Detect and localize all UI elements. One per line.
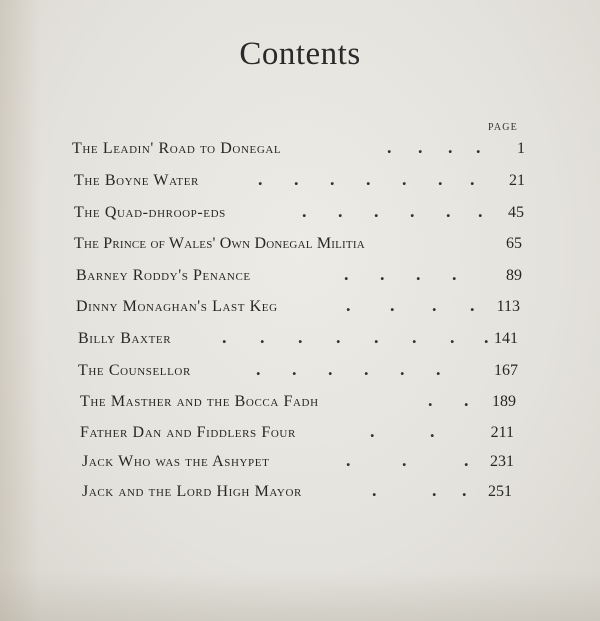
toc-entry-page: 211 — [490, 424, 514, 441]
leader-dot: . — [484, 327, 489, 347]
leader-dot: . — [336, 327, 341, 347]
leader-dot: . — [292, 359, 297, 379]
toc-entry-page: 141 — [494, 330, 518, 347]
toc-entry-page: 113 — [496, 298, 520, 315]
leader-dot: . — [470, 169, 475, 189]
leader-dot: . — [400, 359, 405, 379]
toc-entry-title: Jack and the Lord High Mayor — [82, 483, 302, 500]
toc-entry-title: The Quad-dhroop-eds — [74, 204, 226, 221]
toc-entry-title: Father Dan and Fiddlers Four — [80, 424, 296, 441]
page-shadow-left — [0, 0, 40, 621]
leader-dot: . — [430, 421, 435, 441]
leader-dot: . — [374, 201, 379, 221]
toc-entry-page: 189 — [492, 393, 516, 410]
toc-entry-title: Jack Who was the Ashypet — [82, 453, 270, 470]
toc-entry-title: The Boyne Water — [74, 172, 199, 189]
leader-dot: . — [370, 421, 375, 441]
leader-dot: . — [380, 264, 385, 284]
page-shadow-bottom — [0, 571, 600, 621]
leader-dot: . — [402, 450, 407, 470]
leader-dot: . — [432, 295, 437, 315]
leader-dot: . — [448, 137, 453, 157]
toc-entry-page: 45 — [508, 204, 524, 221]
toc-entry-page: 65 — [506, 235, 522, 252]
toc-entry-title: Dinny Monaghan's Last Keg — [76, 298, 278, 315]
leader-dot: . — [464, 450, 469, 470]
toc-entry-title: The Leadin' Road to Donegal — [72, 140, 282, 157]
leader-dot: . — [366, 169, 371, 189]
leader-dot: . — [462, 480, 467, 500]
leader-dot: . — [478, 201, 483, 221]
leader-dot: . — [410, 201, 415, 221]
toc-entry-page: 1 — [517, 140, 525, 157]
toc-entry-title: The Prince of Wales' Own Donegal Militia — [74, 235, 365, 252]
toc-entry-page: 89 — [506, 267, 522, 284]
leader-dot: . — [436, 359, 441, 379]
leader-dot: . — [298, 327, 303, 347]
toc-entry-page: 21 — [509, 172, 525, 189]
leader-dot: . — [364, 359, 369, 379]
leader-dot: . — [446, 201, 451, 221]
toc-entry-page: 167 — [494, 362, 518, 379]
leader-dot: . — [470, 295, 475, 315]
toc-entry-title: The Masther and the Bocca Fadh — [80, 393, 319, 410]
leader-dot: . — [418, 137, 423, 157]
page-title: Contents — [239, 36, 361, 72]
leader-dot: . — [412, 327, 417, 347]
leader-dot: . — [450, 327, 455, 347]
leader-dot: . — [452, 264, 457, 284]
leader-dot: . — [346, 295, 351, 315]
leader-dot: . — [428, 390, 433, 410]
leader-dot: . — [256, 359, 261, 379]
leader-dot: . — [387, 137, 392, 157]
leader-dot: . — [416, 264, 421, 284]
leader-dot: . — [390, 295, 395, 315]
leader-dot: . — [374, 327, 379, 347]
leader-dot: . — [260, 327, 265, 347]
leader-dot: . — [476, 137, 481, 157]
leader-dot: . — [330, 169, 335, 189]
leader-dot: . — [294, 169, 299, 189]
toc-entry-title: Billy Baxter — [78, 330, 172, 347]
toc-entry-page: 251 — [488, 483, 512, 500]
leader-dot: . — [372, 480, 377, 500]
leader-dot: . — [328, 359, 333, 379]
leader-dot: . — [402, 169, 407, 189]
leader-dot: . — [258, 169, 263, 189]
leader-dot: . — [438, 169, 443, 189]
toc-entry-title: Barney Roddy's Penance — [76, 267, 251, 284]
leader-dot: . — [464, 390, 469, 410]
leader-dot: . — [338, 201, 343, 221]
leader-dot: . — [432, 480, 437, 500]
page-column-label: PAGE — [488, 122, 518, 133]
toc-entry-page: 231 — [490, 453, 514, 470]
toc-entry-title: The Counsellor — [78, 362, 191, 379]
leader-dot: . — [222, 327, 227, 347]
leader-dot: . — [344, 264, 349, 284]
leader-dot: . — [346, 450, 351, 470]
leader-dot: . — [302, 201, 307, 221]
